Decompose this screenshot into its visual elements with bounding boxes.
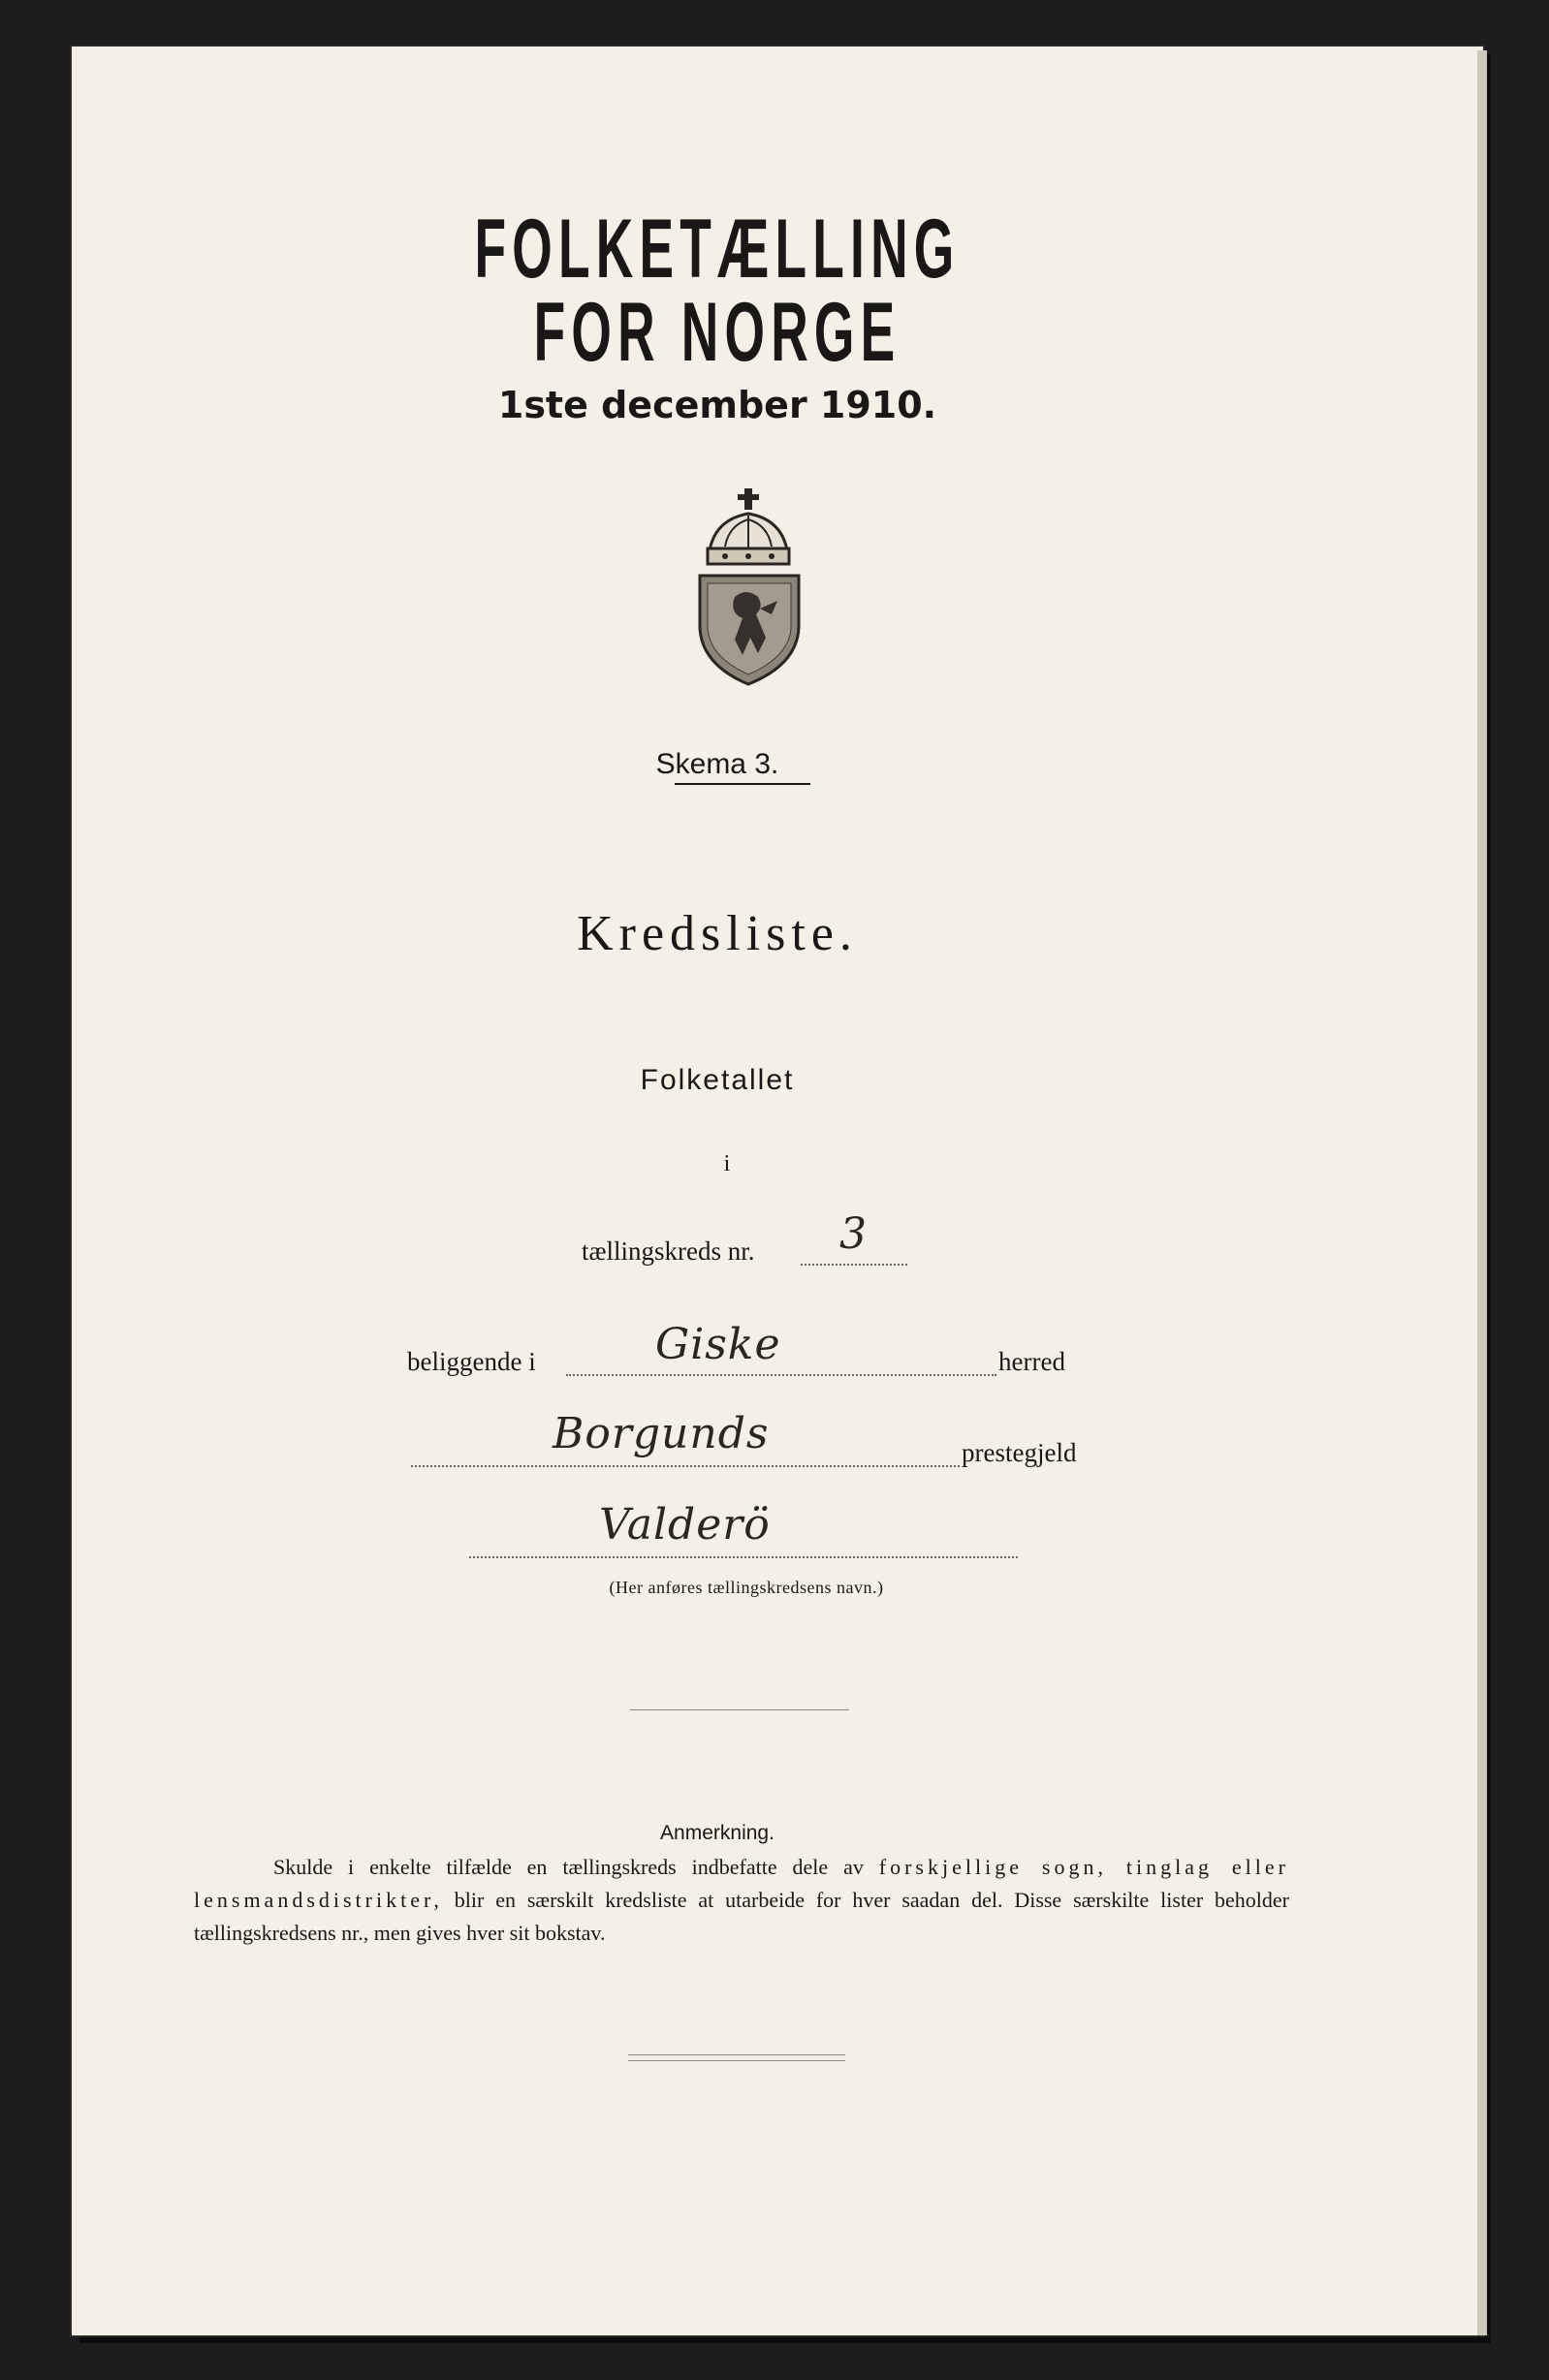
remark-text-2: blir en særskilt kredsliste at utarbeide for hver saadan del. Disse særskilte lister beholder tællingskredsens nr., men gives hver sit bokstav. — [194, 1888, 1289, 1945]
bottom-rule-2 — [628, 2060, 845, 2061]
schema-underline — [675, 783, 810, 785]
district-number-value: 3 — [839, 1209, 868, 1259]
prestegjeld-suffix-label: prestegjeld — [962, 1438, 1077, 1467]
remark-text-1: Skulde i enkelte tilfælde en tællingskreds indbefatte dele av — [273, 1855, 879, 1879]
herred-field — [566, 1374, 996, 1376]
section-divider — [630, 1709, 849, 1710]
prestegjeld-field — [411, 1465, 960, 1467]
main-title: FOLKETÆLLING FOR NORGE — [474, 203, 961, 379]
census-date: 1ste december 1910. — [497, 384, 937, 426]
district-name-note: (Her anføres tællingskredsens navn.) — [609, 1578, 884, 1597]
district-name-field — [469, 1556, 1018, 1558]
remark-spaced-text: forskjellige sogn, tinglag eller lensmandsdistrikter, — [194, 1855, 1290, 1912]
folketallet-label: Folketallet — [640, 1064, 795, 1096]
district-name-value: Valderö — [599, 1500, 771, 1550]
herred-suffix-label: herred — [998, 1347, 1065, 1376]
coat-of-arms-icon — [686, 483, 812, 696]
list-title: Kredsliste. — [577, 906, 858, 961]
schema-number: Skema 3. — [655, 748, 779, 780]
prestegjeld-value: Borgunds — [553, 1409, 770, 1458]
remark-body — [194, 1851, 1289, 1950]
herred-prefix-label: beliggende i — [407, 1347, 536, 1376]
remark-title: Anmerkning. — [660, 1822, 774, 1844]
i-label: i — [723, 1151, 731, 1176]
bottom-rule-1 — [628, 2054, 845, 2055]
district-number-label: tællingskreds nr. — [582, 1237, 755, 1266]
district-number-field — [801, 1264, 907, 1266]
herred-value: Giske — [655, 1320, 781, 1369]
page-edge — [1477, 50, 1487, 2335]
